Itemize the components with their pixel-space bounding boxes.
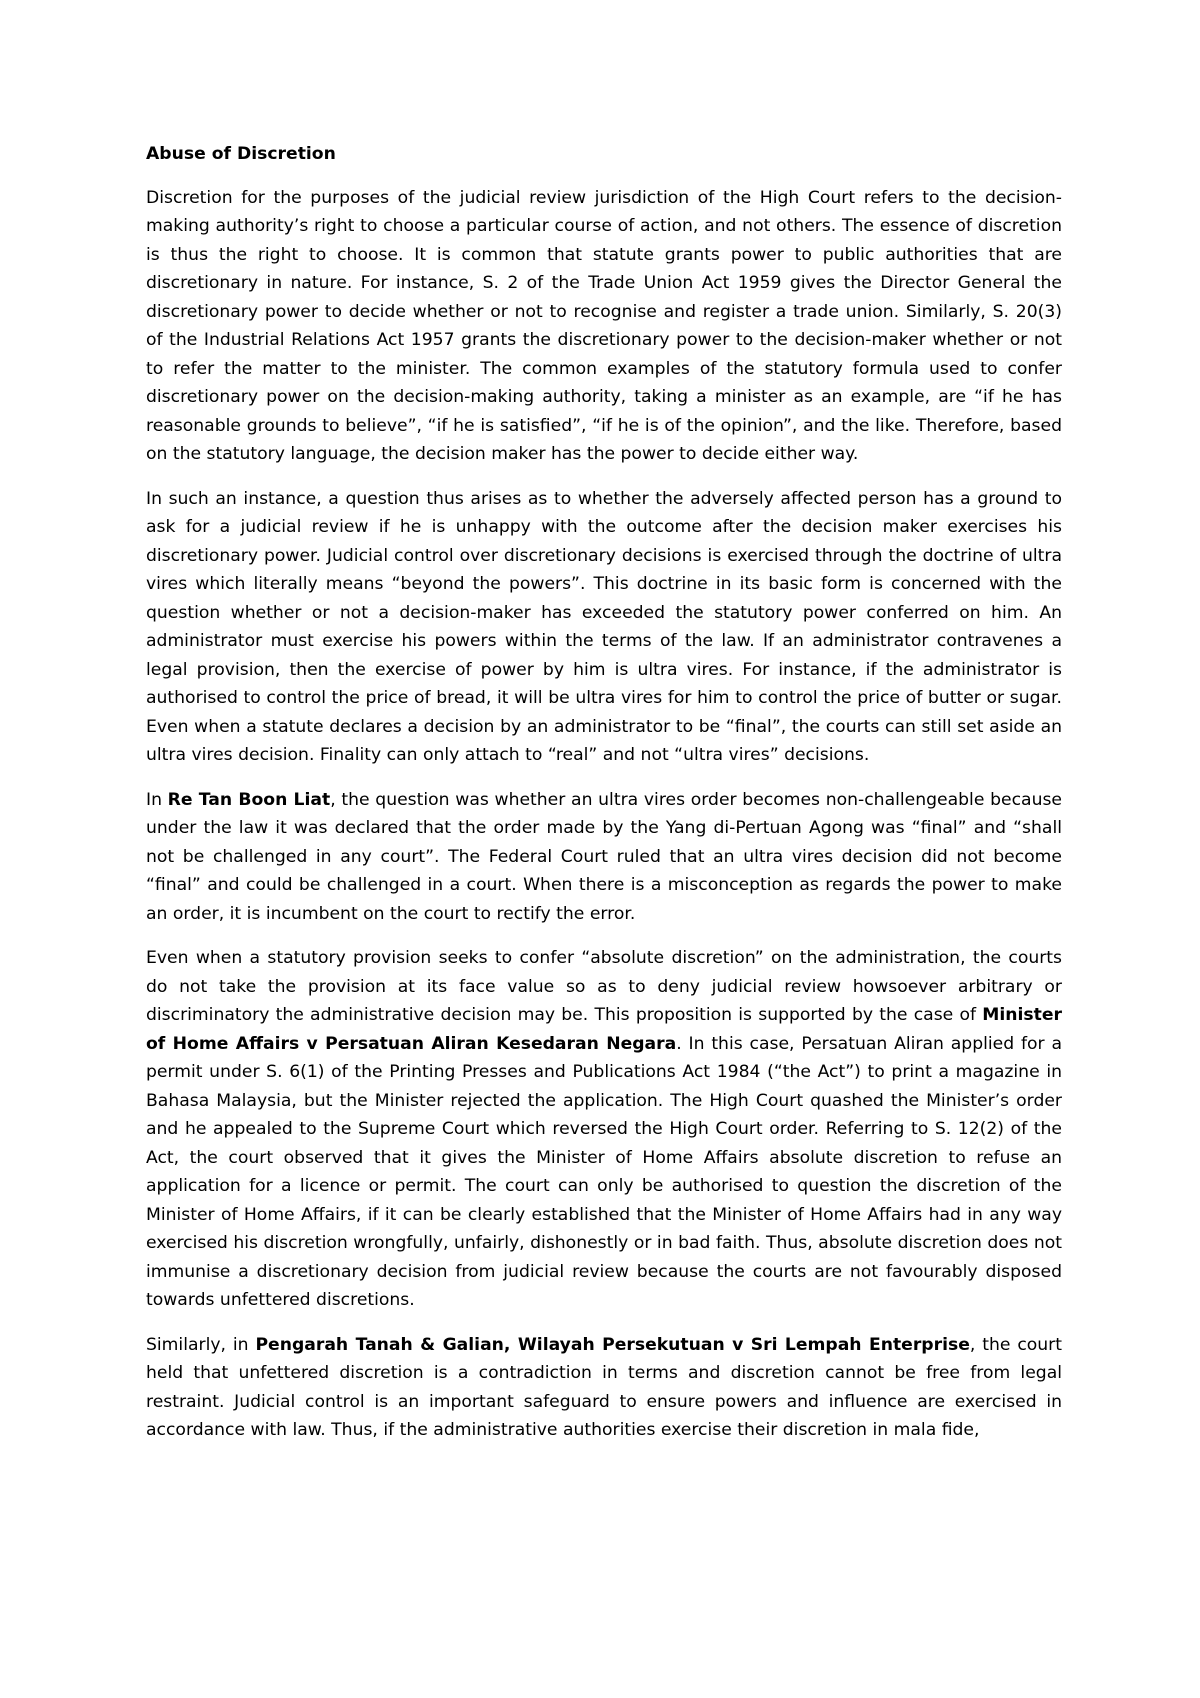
paragraph-re-tan-boon-liat (146, 786, 1062, 929)
paragraph-ultra-vires: In such an instance, a question thus arises as to whether the adversely affected person has a ground to ask for a judicial review if he is unhappy with the outcome after the decision maker exercises his discretionary power. Judicial control over discretionary decisions is exercised through the doctrine of ultra vires which literally means “beyond the powers”. This doctrine in its basic form is concerned with the question whether or not a decision-maker has exceeded the statutory power conferred on him. An administrator must exercise his powers within the terms of the law. If an administrator contravenes a legal provision, then the exercise of power by him is ultra vires. For instance, if the administrator is authorised to control the price of bread, it will be ultra vires for him to control the price of butter or sugar. Even when a statute declares a decision by an administrator to be “final”, the courts can still set aside an ultra vires decision. Finality can only attach to “real” and not “ultra vires” decisions. (146, 488, 1062, 765)
paragraph-sri-lempah (146, 1331, 1062, 1445)
paragraph-discretion-definition: Discretion for the purposes of the judicial review jurisdiction of the High Court refers to the decision-making authority’s right to choose a particular course of action, and not others. The essence of discretion is thus the right to choose. It is common that statute grants power to public authorities that are discretionary in nature. For instance, S. 2 of the Trade Union Act 1959 gives the Director General the discretionary power to decide whether or not to recognise and register a trade union. Similarly, S. 20(3) of the Industrial Relations Act 1957 grants the discretionary power to the decision-maker whether or not to refer the matter to the minister. The common examples of the statutory formula used to confer discretionary power on the decision-making authority, taking a minister as an example, are “if he has reasonable grounds to believe”, “if he is satisfied”, “if he is of the opinion”, and the like. Therefore, based on the statutory language, the decision maker has the power to decide either way. (146, 187, 1062, 464)
case-name: Pengarah Tanah & Galian, Wilayah Persekutuan v Sri Lempah Enterprise (255, 1334, 970, 1355)
document-title: Abuse of Discretion (146, 144, 336, 164)
case-name: Re Tan Boon Liat (167, 789, 331, 810)
case-name: Minister of Home Affairs v Persatuan Aliran Kesedaran Negara (146, 1005, 1062, 1054)
paragraph-text: . In this case, Persatuan Aliran applied for a permit under S. 6(1) of the Printing Presses and Publications Act 1984 (“the Act”) to print a magazine in Bahasa Malaysia, but the Minister rejected the application. The High Court quashed the Minister’s order and he appealed to the Supreme Court which reversed the High Court order. Referring to S. 12(2) of the Act, the court observed that it gives the Minister of Home Affairs absolute discretion to refuse an application for a licence or permit. The court can only be authorised to question the discretion of the Minister of Home Affairs, if it can be clearly established that the Minister of Home Affairs had in any way exercised his discretion wrongfully, unfairly, dishonestly or in bad faith. Thus, absolute discretion does not immunise a discretionary decision from judicial review because the courts are not favourably disposed towards unfettered discretions. (146, 1033, 1062, 1310)
paragraph-text: In (146, 789, 168, 810)
paragraph-text: Even when a statutory provision seeks to confer “absolute discretion” on the administration, the courts do not take the provision at its face value so as to deny judicial review howsoever arbitrary or discriminatory the administrative decision may be. This proposition is supported by the case of (146, 948, 1062, 1025)
document-page (146, 140, 1062, 1461)
paragraph-text: Similarly, in (146, 1334, 256, 1355)
paragraph-text: , the question was whether an ultra vires order becomes non-challengeable because under the law it was declared that the order made by the Yang di-Pertuan Agong was “final” and “shall not be challenged in any court”. The Federal Court ruled that an ultra vires decision did not become “final” and could be challenged in a court. When there is a misconception as regards the power to make an order, it is incumbent on the court to rectify the error. (146, 789, 1062, 924)
paragraph-absolute-discretion (146, 944, 1062, 1315)
paragraph-text: , the court held that unfettered discretion is a contradiction in terms and discretion cannot be free from legal restraint. Judicial control is an important safeguard to ensure powers and influence are exercised in accordance with law. Thus, if the administrative authorities exercise their discretion in mala fide, (146, 1334, 1062, 1440)
